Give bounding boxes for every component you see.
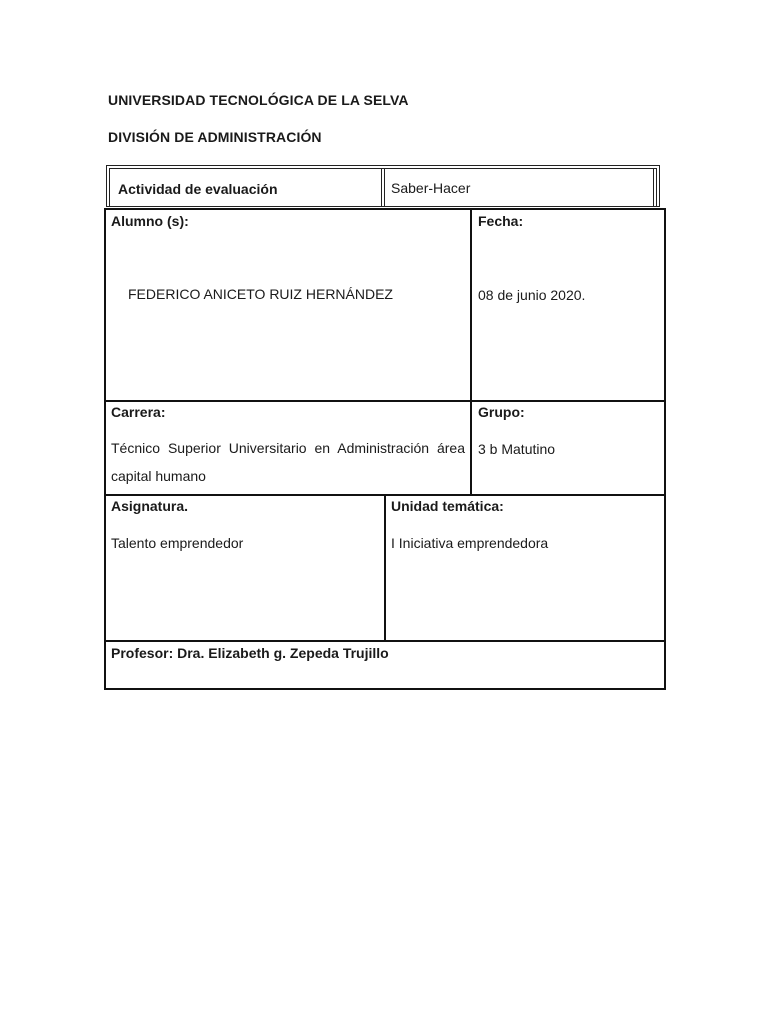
column-divider [384, 496, 386, 642]
unit-label: Unidad temática: [391, 498, 504, 514]
activity-label: Actividad de evaluación [118, 181, 278, 197]
info-table [104, 208, 666, 690]
activity-table [106, 165, 660, 207]
career-label: Carrera: [111, 404, 166, 420]
university-title: UNIVERSIDAD TECNOLÓGICA DE LA SELVA [108, 92, 409, 108]
date-value: 08 de junio 2020. [478, 287, 586, 303]
unit-value: I Iniciativa emprendedora [391, 535, 549, 551]
group-value: 3 b Matutino [478, 441, 556, 457]
column-divider [470, 210, 472, 496]
activity-value-cell [385, 169, 656, 206]
group-label: Grupo: [478, 404, 525, 420]
row-divider [106, 400, 664, 402]
division-title: DIVISIÓN DE ADMINISTRACIÓN [108, 129, 322, 145]
student-name: FEDERICO ANICETO RUIZ HERNÁNDEZ [128, 286, 393, 302]
activity-value: Saber-Hacer [391, 180, 471, 196]
student-label: Alumno (s): [111, 213, 189, 229]
subject-label: Asignatura. [111, 498, 189, 514]
date-label: Fecha: [478, 213, 524, 229]
subject-value: Talento emprendedor [111, 535, 244, 551]
activity-label-cell [110, 169, 385, 206]
career-value: Técnico Superior Universitario en Administración área capital humano [111, 440, 465, 484]
professor-line: Profesor: Dra. Elizabeth g. Zepeda Trujillo [111, 645, 389, 661]
